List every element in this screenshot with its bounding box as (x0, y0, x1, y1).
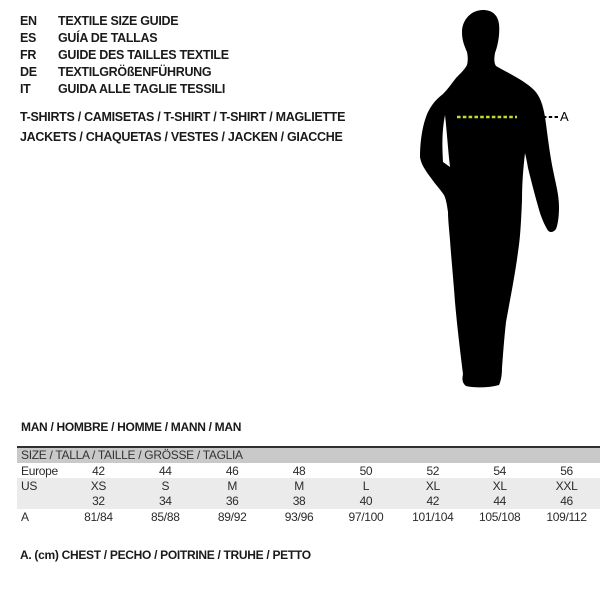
language-code: DE (20, 64, 37, 79)
table-cell: 38 (292, 494, 306, 508)
table-cell: 32 (92, 494, 105, 508)
table-cell: 105/108 (479, 510, 521, 524)
table-cell: 42 (426, 494, 440, 508)
table-cell: 97/100 (348, 510, 384, 524)
table-row-us-letters (17, 478, 600, 493)
section-title-man: MAN / HOMBRE / HOMME / MANN / MAN (21, 420, 242, 434)
language-label: GUIDE DES TAILLES TEXTILE (58, 47, 229, 62)
row-label: US (21, 478, 38, 493)
table-cell: XL (492, 478, 507, 493)
table-row-us-numbers (17, 493, 600, 509)
table-cell: 52 (426, 463, 440, 478)
language-list (20, 12, 229, 97)
row-label: Europe (21, 463, 58, 478)
table-cell: M (294, 478, 304, 493)
language-label: TEXTILE SIZE GUIDE (58, 13, 179, 28)
man-silhouette (420, 10, 559, 387)
language-label: TEXTILGRÖßENFÜHRUNG (58, 64, 212, 79)
table-cell: 48 (292, 463, 306, 478)
measurement-label-a: A (560, 109, 569, 124)
garment-categories (20, 107, 345, 147)
table-cell: 46 (225, 463, 239, 478)
table-cell: M (227, 478, 238, 493)
table-cell: L (362, 478, 370, 493)
table-cell: 109/112 (546, 510, 587, 524)
table-cell: 89/92 (217, 510, 247, 524)
table-cell: XS (90, 478, 107, 493)
language-label: GUIDA ALLE TAGLIE TESSILI (58, 81, 226, 96)
table-cell: 46 (560, 494, 573, 508)
table-cell: 50 (359, 463, 373, 478)
chest-measurement-footnote: A. (cm) CHEST / PECHO / POITRINE / TRUHE / PETTO (20, 548, 311, 562)
category-tshirts: T-SHIRTS / CAMISETAS / T-SHIRT / T-SHIRT / MAGLIETTE (20, 110, 346, 124)
language-code: EN (20, 13, 37, 28)
table-cell: S (161, 478, 170, 493)
table-row-chest-cm (17, 509, 600, 525)
table-cell: XXL (555, 478, 578, 493)
language-code: IT (20, 81, 31, 96)
table-cell: 42 (92, 463, 105, 478)
language-row-en (20, 12, 229, 29)
table-cell: 36 (225, 494, 239, 508)
table-cell: XL (425, 478, 440, 493)
table-cell: 81/84 (84, 510, 113, 524)
language-row-de (20, 63, 229, 80)
table-cell: 54 (493, 463, 507, 478)
table-cell: 56 (560, 463, 573, 478)
table-cell: 44 (158, 463, 172, 478)
row-label: A (21, 510, 29, 524)
language-label: GUÍA DE TALLAS (58, 30, 158, 45)
language-code: ES (20, 30, 37, 45)
man-silhouette-figure (410, 0, 600, 400)
table-cell: 85/88 (151, 510, 180, 524)
table-row-europe (17, 463, 600, 478)
language-row-fr (20, 46, 229, 63)
language-code: FR (20, 47, 37, 62)
table-cell: 40 (359, 494, 373, 508)
table-cell: 44 (493, 494, 507, 508)
category-jackets: JACKETS / CHAQUETAS / VESTES / JACKEN / GIACCHE (20, 130, 343, 144)
table-cell: 93/96 (284, 510, 314, 524)
table-cell: 101/104 (412, 510, 454, 524)
language-row-it (20, 80, 229, 97)
size-table (17, 446, 600, 525)
table-cell: 34 (158, 494, 172, 508)
size-table-header: SIZE / TALLA / TAILLE / GRÖSSE / TAGLIA (17, 448, 600, 463)
language-row-es (20, 29, 229, 46)
